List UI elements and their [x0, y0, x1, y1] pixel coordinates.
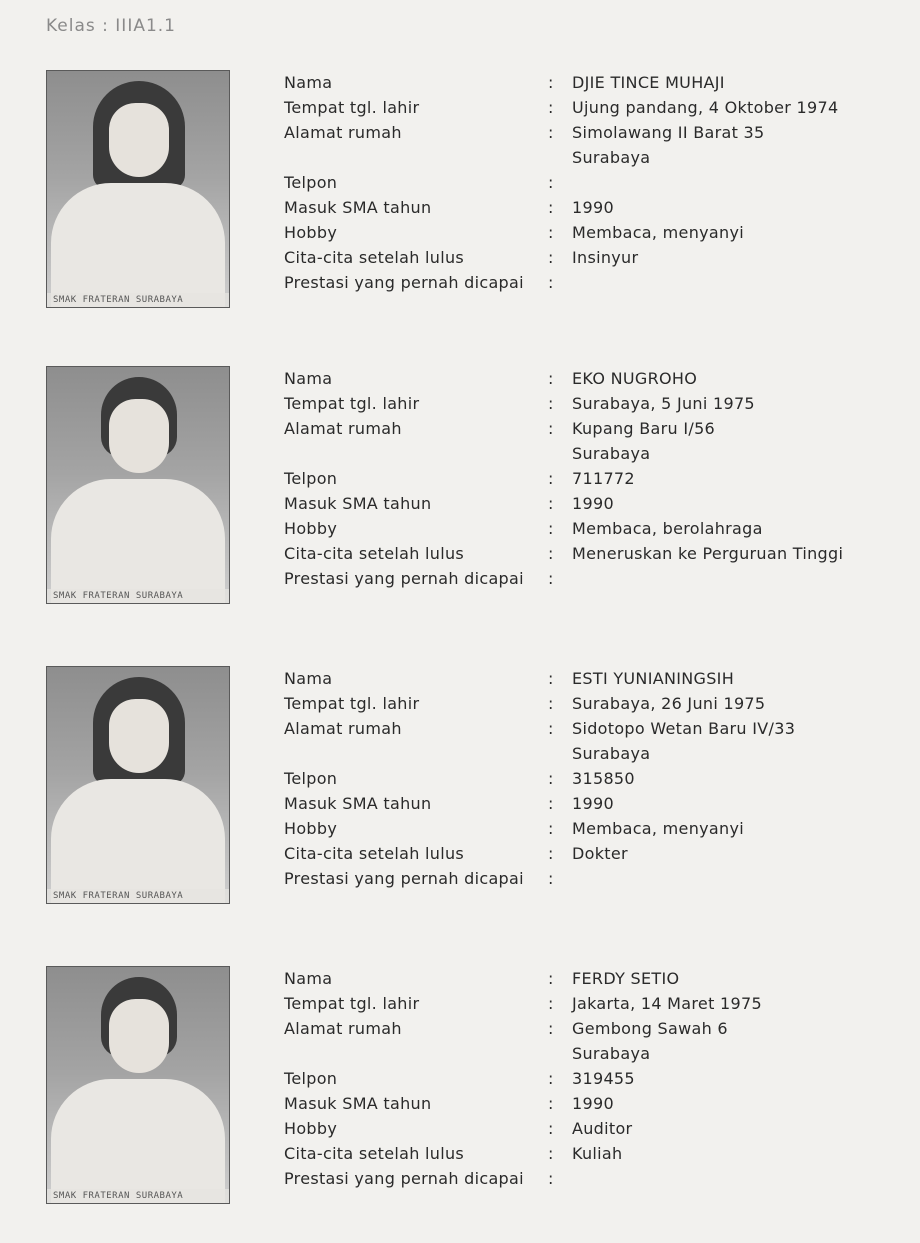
photo-caption: SMAK FRATERAN SURABAYA	[47, 589, 229, 603]
student-name: ESTI YUNIANINGSIH	[572, 669, 735, 688]
student-photo	[46, 966, 230, 1204]
photo-caption: SMAK FRATERAN SURABAYA	[47, 889, 229, 903]
student-photo	[46, 366, 230, 604]
student-name: FERDY SETIO	[572, 969, 680, 988]
student-entry: SMAK FRATERAN SURABAYA Nama : FERDY SETIO Tempat tgl. lahir : Jakarta, 14 Maret 1975 Alamat rumah : Gembong Sawah 6 Surabaya Telpon : 319455 Masuk SMA tahun : 1990 Hobby : Auditor Cita-cita setelah lulus : Kuliah Prestasi yang pernah dicapai :	[0, 966, 920, 1206]
student-name: DJIE TINCE MUHAJI	[572, 73, 725, 92]
photo-caption: SMAK FRATERAN SURABAYA	[47, 293, 229, 307]
student-photo	[46, 70, 230, 308]
class-label: Kelas : IIIA1.1	[46, 16, 176, 36]
photo-caption: SMAK FRATERAN SURABAYA	[47, 1189, 229, 1203]
student-name: EKO NUGROHO	[572, 369, 698, 388]
student-entry: SMAK FRATERAN SURABAYA Nama : ESTI YUNIANINGSIH Tempat tgl. lahir : Surabaya, 26 Juni 1975 Alamat rumah : Sidotopo Wetan Baru IV/33 Surabaya Telpon : 315850 Masuk SMA tahun : 1990 Hobby : Membaca, menyanyi Cita-cita setelah lulus : Dokter Prestasi yang pernah dicapai :	[0, 666, 920, 906]
student-photo	[46, 666, 230, 904]
student-entry: SMAK FRATERAN SURABAYA Nama : EKO NUGROHO Tempat tgl. lahir : Surabaya, 5 Juni 1975 Alamat rumah : Kupang Baru I/56 Surabaya Telpon : 711772 Masuk SMA tahun : 1990 Hobby : Membaca, berolahraga Cita-cita setelah lulus : Meneruskan ke Perguruan Tinggi Prestasi yang pernah dicapai :	[0, 366, 920, 606]
student-entry: SMAK FRATERAN SURABAYA Nama : DJIE TINCE MUHAJI Tempat tgl. lahir : Ujung pandang, 4 Oktober 1974 Alamat rumah : Simolawang II Barat 35 Surabaya Telpon : Masuk SMA tahun : 1990 Hobby : Membaca, menyanyi Cita-cita setelah lulus : Insinyur Prestasi yang pernah dicapai :	[0, 70, 920, 310]
